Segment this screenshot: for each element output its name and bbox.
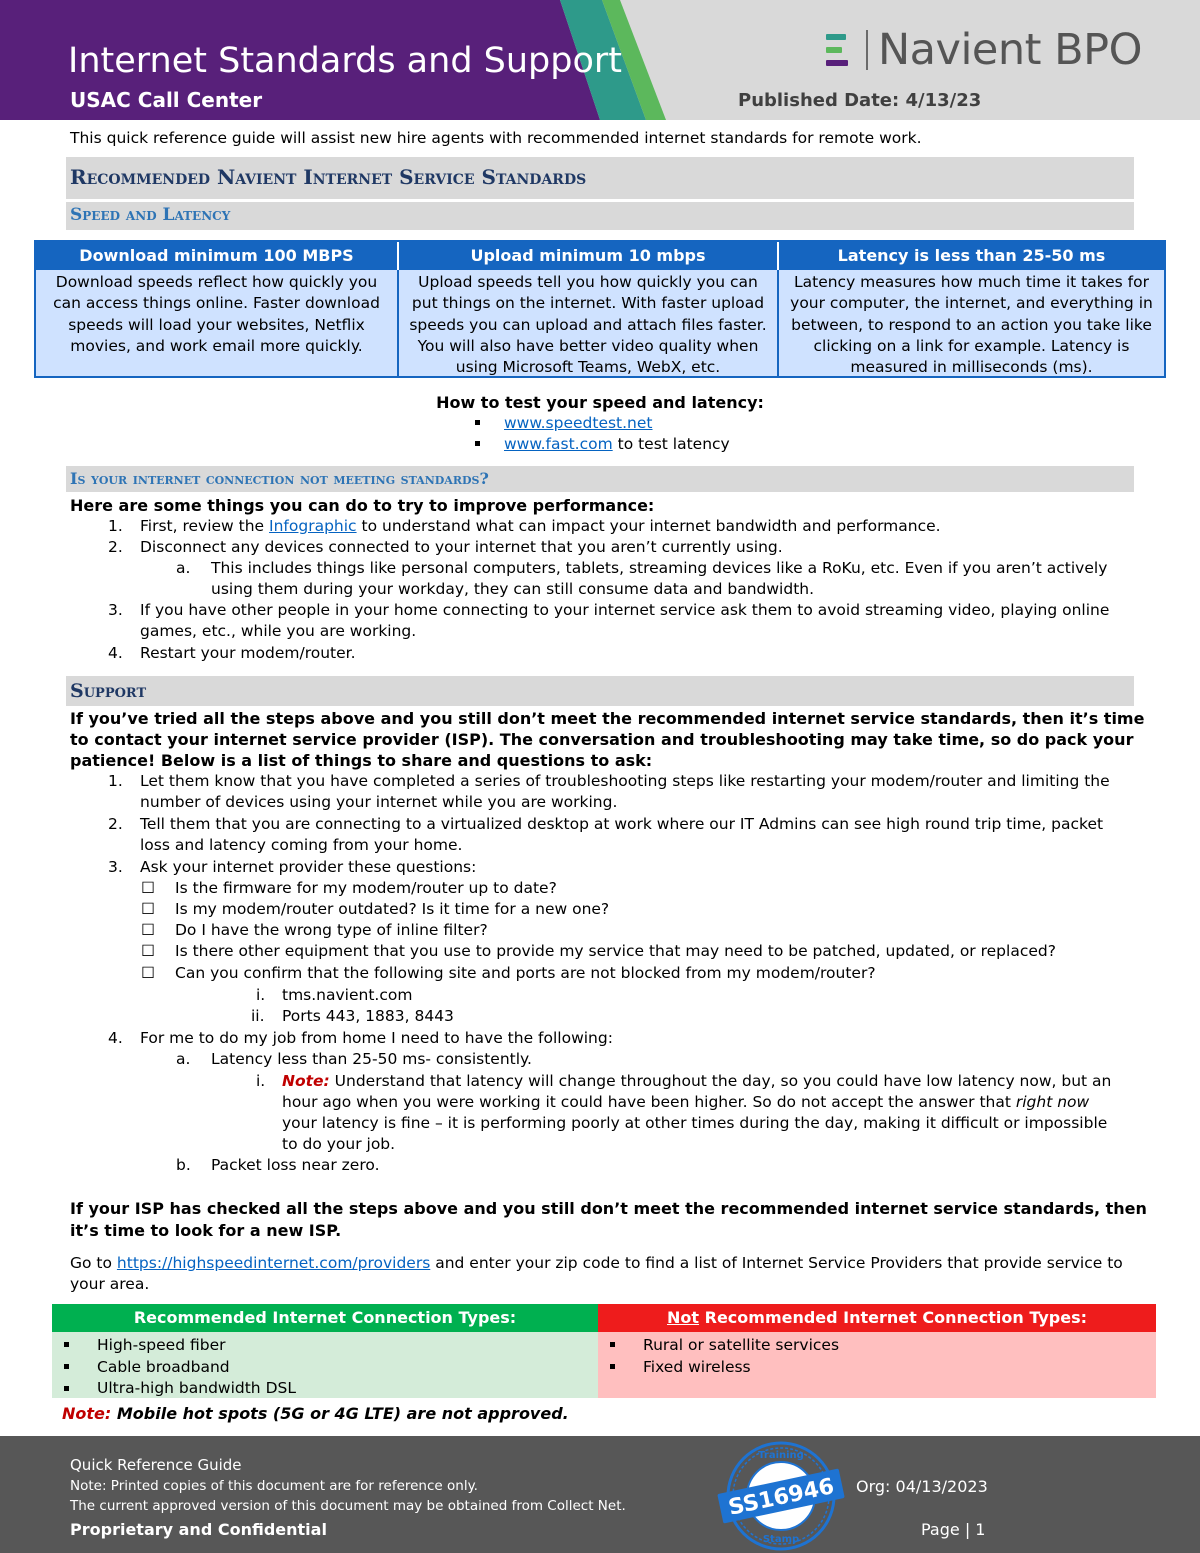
support-item-1-cont: number of devices using your internet while you are working.	[140, 793, 618, 811]
list-roman: i.	[256, 1072, 266, 1090]
checkbox-icon: ☐	[141, 942, 155, 960]
footer-org-date: Org: 04/13/2023	[856, 1477, 988, 1496]
page-header	[0, 0, 1200, 120]
site-tms: tms.navient.com	[282, 986, 413, 1004]
published-date: Published Date: 4/13/23	[738, 90, 982, 111]
subsection-heading-bar	[66, 202, 1134, 230]
list-number: 4.	[108, 1029, 123, 1047]
brand-name: Navient BPO	[878, 24, 1142, 75]
list-number: 3.	[108, 858, 123, 876]
improve-item-2a: This includes things like personal computers, tablets, streaming devices like a RoKu, etc. Even if you aren’t actively	[211, 559, 1108, 577]
bullet-icon	[64, 1364, 69, 1369]
not-recommended-types-header: Not Recommended Internet Connection Types:	[598, 1304, 1156, 1332]
support-item-4b: Packet loss near zero.	[211, 1156, 380, 1174]
note-label: Note:	[282, 1072, 330, 1090]
footer-confidential: Proprietary and Confidential	[70, 1520, 327, 1539]
question-3: Do I have the wrong type of inline filter?	[175, 921, 488, 939]
brand-mark-icon	[826, 30, 854, 70]
improve-item-4: Restart your modem/router.	[140, 644, 356, 662]
section-title-support: Support	[70, 680, 147, 702]
support-item-2-cont: loss and latency coming from your home.	[140, 836, 463, 854]
latency-description: Latency measures how much time it takes for your computer, the internet, and everything in between, to respond to an action you take like clicking on a link for example. Latency is measured in milliseconds (ms).	[779, 270, 1164, 376]
brand-divider	[866, 30, 868, 70]
latency-note-cont: to do your job.	[282, 1135, 396, 1153]
fast-link[interactable]: www.fast.com	[504, 435, 613, 453]
page-footer	[0, 1436, 1200, 1553]
svg-text:SS16946: SS16946	[726, 1474, 837, 1521]
infographic-link[interactable]: Infographic	[269, 517, 357, 535]
question-1: Is the firmware for my modem/router up to date?	[175, 879, 557, 897]
speedtest-link[interactable]: www.speedtest.net	[504, 414, 653, 432]
checkbox-icon: ☐	[141, 921, 155, 939]
list-roman: ii.	[251, 1007, 265, 1025]
training-stamp-icon	[706, 1440, 856, 1552]
bullet-icon	[64, 1386, 69, 1391]
footer-note-2: The current approved version of this document may be obtained from Collect Net.	[70, 1498, 626, 1514]
support-lead-2: to contact your internet service provider (ISP). The conversation and troubleshooting may take time, so do pack your	[70, 730, 1134, 749]
improve-item-3: If you have other people in your home connecting to your internet service ask them to avoid streaming video, playing online	[140, 601, 1110, 619]
list-letter: a.	[176, 559, 191, 577]
support-item-4: For me to do my job from home I need to have the following:	[140, 1029, 613, 1047]
list-letter: b.	[176, 1156, 191, 1174]
providers-line: Go to https://highspeedinternet.com/providers and enter your zip code to find a list of Internet Service Providers that provide service to	[70, 1254, 1123, 1272]
list-number: 4.	[108, 644, 123, 662]
list-number: 1.	[108, 517, 123, 535]
subsection-title-speed: Speed and Latency	[70, 205, 231, 225]
question-4: Is there other equipment that you use to provide my service that may need to be patched, updated, or replaced?	[175, 942, 1056, 960]
footer-page-number: Page | 1	[921, 1520, 986, 1539]
bullet-icon	[610, 1364, 615, 1369]
list-number: 2.	[108, 815, 123, 833]
bullet-icon	[475, 420, 480, 425]
fast-link-line: www.fast.com to test latency	[504, 435, 730, 453]
checkbox-icon: ☐	[141, 964, 155, 982]
download-header: Download minimum 100 MBPS	[36, 242, 397, 270]
page-title: Internet Standards and Support	[68, 41, 623, 81]
new-isp-lead-2: it’s time to look for a new ISP.	[70, 1221, 342, 1240]
list-roman: i.	[256, 986, 266, 1004]
list-number: 3.	[108, 601, 123, 619]
list-letter: a.	[176, 1050, 191, 1068]
checkbox-icon: ☐	[141, 900, 155, 918]
upload-description: Upload speeds tell you how quickly you can put things on the internet. With faster upload speeds you can upload and attach files faster. You will also have better video quality when using Microsoft Teams, WebX, etc.	[399, 270, 777, 376]
improve-item-2a-cont: using them during your workday, they can still consume data and bandwidth.	[211, 580, 815, 598]
brand-logo	[826, 26, 1142, 74]
svg-text:Training: Training	[758, 1450, 804, 1461]
bullet-icon	[475, 441, 480, 446]
footer-note-1: Note: Printed copies of this document are for reference only.	[70, 1478, 478, 1494]
providers-line-cont: your area.	[70, 1275, 150, 1293]
ports-list: Ports 443, 1883, 8443	[282, 1007, 454, 1025]
improve-lead: Here are some things you can do to try to improve performance:	[70, 496, 655, 515]
improve-item-3-cont: games, etc., while you are working.	[140, 622, 417, 640]
support-item-2: Tell them that you are connecting to a virtualized desktop at work where our IT Admins can see high round trip time, packet	[140, 815, 1104, 833]
checkbox-icon: ☐	[141, 879, 155, 897]
support-item-1: Let them know that you have completed a series of troubleshooting steps like restarting your modem/router and limiting the	[140, 772, 1110, 790]
mobile-hotspot-note: Note: Mobile hot spots (5G or 4G LTE) are not approved.	[62, 1404, 569, 1423]
not-rec-type-1: Rural or satellite services	[643, 1336, 840, 1354]
recommended-types-header: Recommended Internet Connection Types:	[52, 1304, 598, 1332]
section-title-standards: Recommended Navient Internet Service Standards	[70, 165, 587, 189]
section-heading-bar	[66, 466, 1134, 492]
intro-text: This quick reference guide will assist new hire agents with recommended internet standards for remote work.	[70, 129, 922, 147]
question-2: Is my modem/router outdated? Is it time for a new one?	[175, 900, 610, 918]
support-lead-3: patience! Below is a list of things to share and questions to ask:	[70, 751, 653, 770]
new-isp-lead-1: If your ISP has checked all the steps above and you still don’t meet the recommended internet service standards, then	[70, 1199, 1147, 1218]
latency-note-cont: your latency is fine – it is performing poorly at other times during the day, making it difficult or impossible	[282, 1114, 1108, 1132]
list-number: 1.	[108, 772, 123, 790]
test-heading: How to test your speed and latency:	[436, 393, 764, 412]
speed-standards-table	[34, 240, 1166, 378]
latency-note-cont: hour ago when you were working it could have been higher. So do not accept the answer that right now	[282, 1093, 1090, 1111]
support-item-4a: Latency less than 25-50 ms- consistently.	[211, 1050, 532, 1068]
section-heading-bar	[66, 676, 1134, 706]
latency-header: Latency is less than 25-50 ms	[779, 242, 1164, 270]
rec-type-2: Cable broadband	[97, 1358, 230, 1376]
download-description: Download speeds reflect how quickly you can access things online. Faster download speeds will load your websites, Netflix movies, and work email more quickly.	[36, 270, 397, 376]
providers-link[interactable]: https://highspeedinternet.com/providers	[116, 1254, 431, 1272]
not-rec-type-2: Fixed wireless	[643, 1358, 751, 1376]
question-5: Can you confirm that the following site and ports are not blocked from my modem/router?	[175, 964, 876, 982]
support-lead-1: If you’ve tried all the steps above and you still don’t meet the recommended internet service standards, then it’s time	[70, 709, 1145, 728]
latency-note: Note: Understand that latency will change throughout the day, so you could have low latency now, but an	[282, 1072, 1112, 1090]
bullet-icon	[610, 1342, 615, 1347]
list-number: 2.	[108, 538, 123, 556]
section-heading-bar	[66, 157, 1134, 199]
bullet-icon	[64, 1342, 69, 1347]
support-item-3: Ask your internet provider these questions:	[140, 858, 477, 876]
svg-text:Stamp: Stamp	[762, 1534, 800, 1545]
rec-type-1: High-speed fiber	[97, 1336, 226, 1354]
footer-guide-label: Quick Reference Guide	[70, 1456, 242, 1474]
improve-item-2: Disconnect any devices connected to your internet that you aren’t currently using.	[140, 538, 783, 556]
improve-item-1: First, review the Infographic to understand what can impact your internet bandwidth and performance.	[140, 517, 941, 535]
section-title-not-meeting: Is your internet connection not meeting standards?	[70, 469, 489, 488]
upload-header: Upload minimum 10 mbps	[399, 242, 777, 270]
page-subtitle: USAC Call Center	[70, 88, 263, 112]
rec-type-3: Ultra-high bandwidth DSL	[97, 1379, 296, 1397]
